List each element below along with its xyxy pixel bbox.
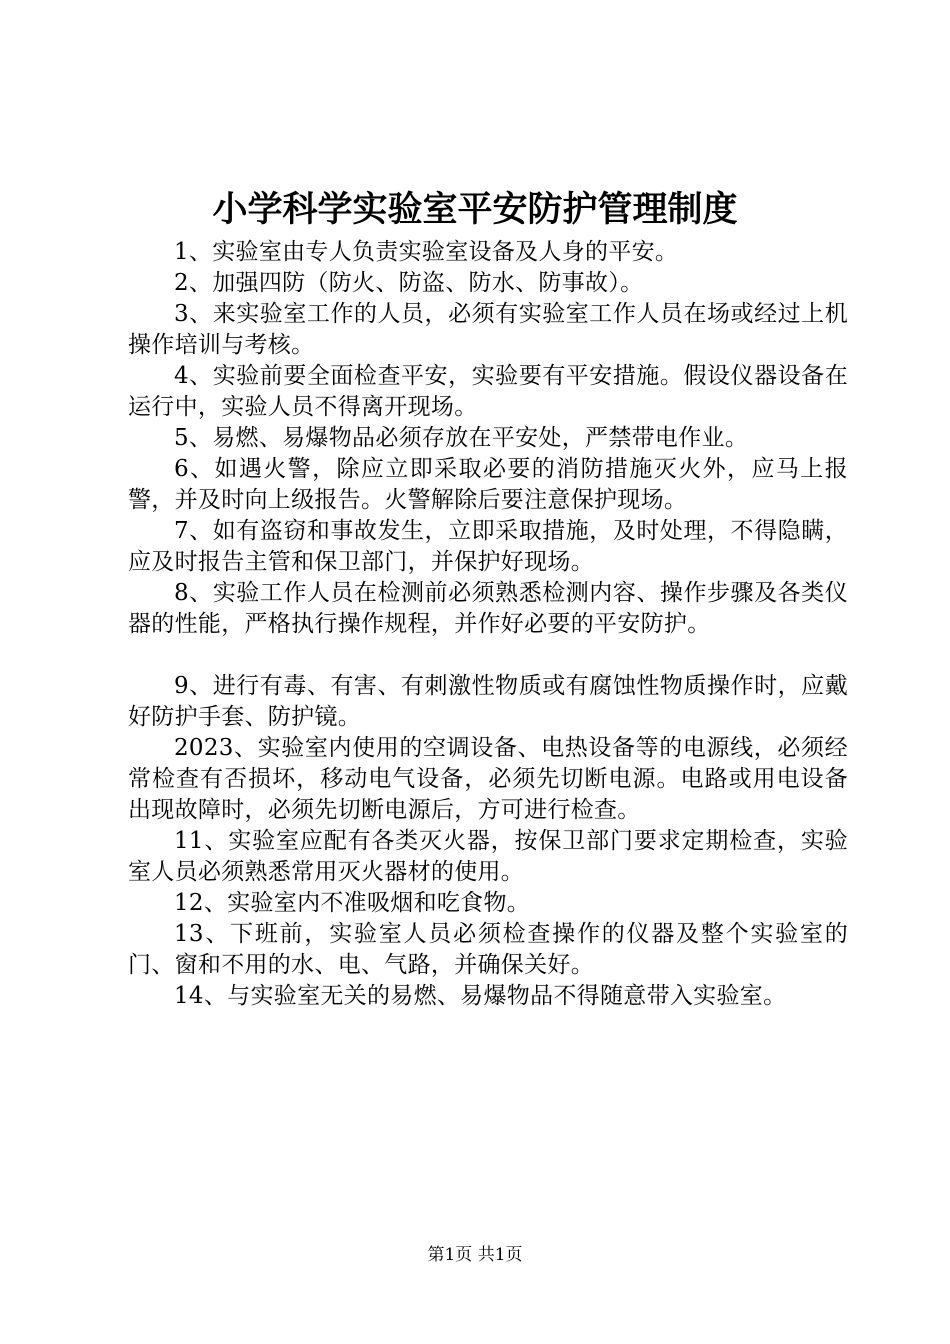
rule-paragraph-8: 8、实验工作人员在检测前必须熟悉检测内容、操作步骤及各类仪器的性能，严格执行操作规程，并作好必要的平安防护。 xyxy=(128,580,848,637)
rule-paragraph-12: 12、实验室内不准吸烟和吃食物。 xyxy=(174,890,531,916)
rule-paragraph-11: 11、实验室应配有各类灭火器，按保卫部门要求定期检查，实验室人员必须熟悉常用灭火器材的使用。 xyxy=(128,828,848,885)
rule-paragraph-1: 1、实验室由专人负责实验室设备及人身的平安。 xyxy=(174,239,679,265)
rule-paragraph-14: 14、与实验室无关的易燃、易爆物品不得随意带入实验室。 xyxy=(174,983,787,1009)
rule-paragraph-5: 5、易燃、易爆物品必须存放在平安处，严禁带电作业。 xyxy=(174,425,749,451)
page-number-footer: 第1页 共1页 xyxy=(427,1245,523,1265)
rule-paragraph-13: 13、下班前，实验室人员必须检查操作的仪器及整个实验室的门、窗和不用的水、电、气路，并确保关好。 xyxy=(128,921,848,978)
rule-paragraph-10: 2023、实验室内使用的空调设备、电热设备等的电源线，必须经常检查有否损坏，移动电气设备，必须先切断电源。电路或用电设备出现故障时，必须先切断电源后，方可进行检查。 xyxy=(128,735,848,823)
rule-paragraph-9: 9、进行有毒、有害、有刺激性物质或有腐蚀性物质操作时，应戴好防护手套、防护镜。 xyxy=(128,673,848,730)
rule-paragraph-4: 4、实验前要全面检查平安，实验要有平安措施。假设仪器设备在运行中，实验人员不得离开现场。 xyxy=(128,363,848,420)
document-body xyxy=(128,237,848,1012)
page-title: 小学科学实验室平安防护管理制度 xyxy=(212,190,738,230)
rule-paragraph-6: 6、如遇火警，除应立即采取必要的消防措施灭火外，应马上报警，并及时向上级报告。火警解除后要注意保护现场。 xyxy=(128,456,848,513)
rule-paragraph-7: 7、如有盗窃和事故发生，立即采取措施，及时处理，不得隐瞒，应及时报告主管和保卫部门，并保护好现场。 xyxy=(128,518,848,575)
rule-paragraph-3: 3、来实验室工作的人员，必须有实验室工作人员在场或经过上机操作培训与考核。 xyxy=(128,301,848,358)
rule-paragraph-2: 2、加强四防（防火、防盗、防水、防事故）。 xyxy=(174,270,644,296)
